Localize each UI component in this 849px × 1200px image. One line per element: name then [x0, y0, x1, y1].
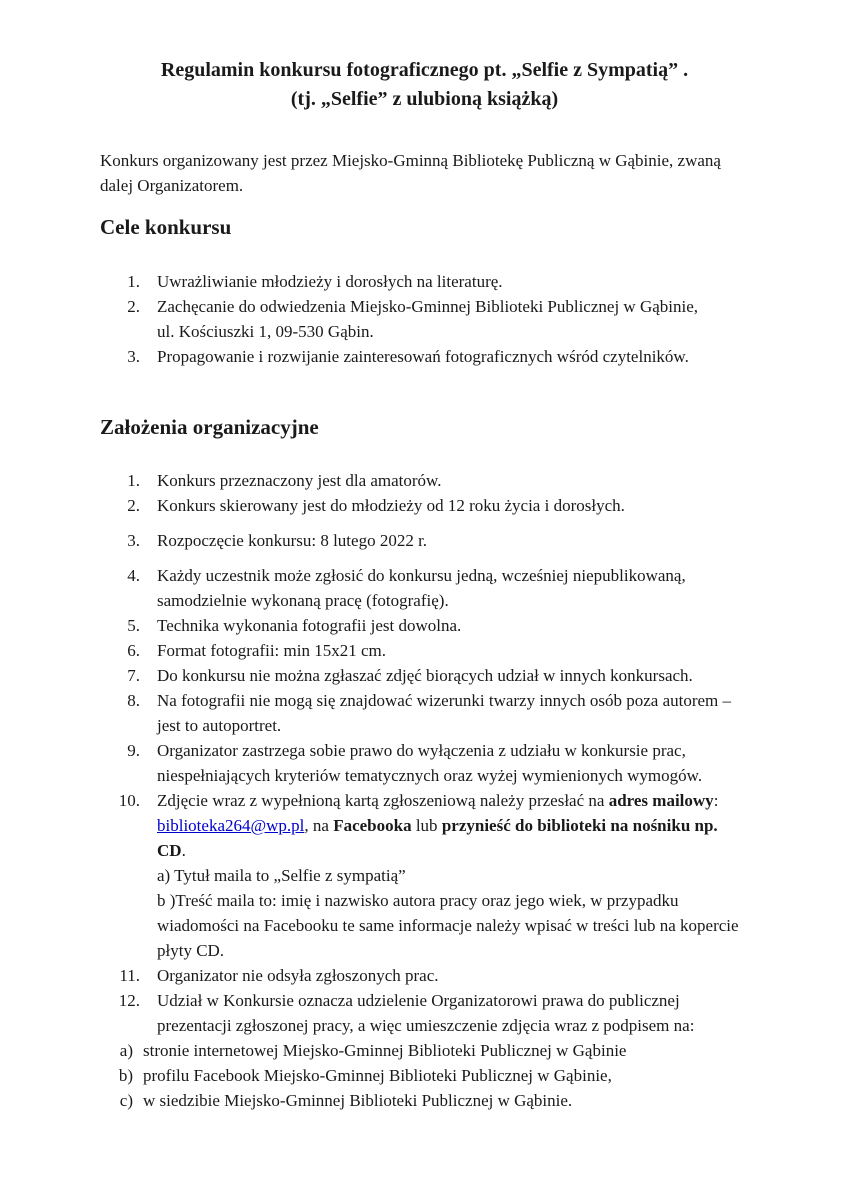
list-item-row [100, 663, 749, 688]
list-item-row [100, 294, 749, 344]
text-segment: Propagowanie i rozwijanie zainteresowań fotograficznych wśród czytelników. [157, 347, 689, 366]
text-segment: płyty CD. [157, 941, 225, 960]
intro-paragraph [100, 148, 749, 198]
list-item-marker: 7. [127, 666, 140, 685]
list-item-row [100, 988, 749, 1038]
bold-text-segment: adres mailowy [608, 791, 714, 810]
intro-line1: Konkurs organizowany jest przez Miejsko-Gminną Bibliotekę Publiczną w Gąbinie, zwaną [100, 151, 721, 170]
list-item-row [100, 638, 749, 663]
list-item-marker: 2. [127, 496, 140, 515]
text-segment: Organizator zastrzega sobie prawo do wyłączenia z udziału w konkursie prac, [157, 741, 686, 760]
list-item-marker: 11. [119, 966, 140, 985]
text-segment: Rozpoczęcie konkursu: 8 lutego 2022 r. [157, 531, 428, 550]
text-segment: . [181, 841, 186, 860]
list-item-text [143, 1038, 626, 1063]
list-item-row [100, 688, 749, 738]
list-item-row [100, 344, 749, 369]
list-item-marker: 10. [118, 791, 140, 810]
text-segment: Zdjęcie wraz z wypełnioną kartą zgłoszeniową należy przesłać na [157, 791, 609, 810]
list-item-text [157, 738, 702, 788]
text-segment: b )Treść maila to: imię i nazwisko autora pracy oraz jego wiek, w przypadku [157, 891, 679, 910]
text-segment: profilu Facebook Miejsko-Gminnej Biblioteki Publicznej w Gąbinie, [143, 1066, 612, 1085]
text-segment: stronie internetowej Miejsko-Gminnej Biblioteki Publicznej w Gąbinie [143, 1041, 627, 1060]
text-segment: Organizator nie odsyła zgłoszonych prac. [157, 966, 439, 985]
list-item-row [100, 788, 749, 963]
text-segment: samodzielnie wykonaną pracę (fotografię). [157, 591, 449, 610]
list-item-row [100, 468, 749, 493]
list-item-marker: 3. [127, 531, 140, 550]
list-item-marker: 9. [127, 741, 140, 760]
list-item-row [100, 493, 749, 518]
text-segment: Na fotografii nie mogą się znajdować wizerunki twarzy innych osób poza autorem – [157, 691, 732, 710]
bold-text-segment: przynieść do biblioteki na nośniku np. [441, 816, 718, 835]
section-organizational [100, 415, 749, 1113]
text-segment: jest to autoportret. [157, 716, 282, 735]
text-segment: Każdy uczestnik może zgłosić do konkursu jedną, wcześniej niepublikowaną, [157, 566, 686, 585]
list-item-marker: 12. [118, 991, 140, 1010]
list-item-text [157, 663, 693, 688]
section-goals [100, 215, 749, 369]
list-item-text [157, 988, 694, 1038]
text-segment: ul. Kościuszki 1, 09-530 Gąbin. [157, 322, 374, 341]
list-item-text [157, 493, 625, 518]
list-item-row [100, 563, 749, 613]
organizational-list [100, 468, 749, 1113]
text-segment: lub [411, 816, 442, 835]
text-segment: Do konkursu nie można zgłaszać zdjęć biorących udział w innych konkursach. [157, 666, 693, 685]
list-item-text [157, 344, 689, 369]
bold-text-segment: CD [157, 841, 182, 860]
goals-list [100, 269, 749, 369]
list-item-row [100, 1088, 749, 1113]
list-item-text [157, 528, 427, 553]
text-segment: Udział w Konkursie oznacza udzielenie Organizatorowi prawa do publicznej [157, 991, 680, 1010]
list-item-row [100, 613, 749, 638]
text-segment: Konkurs skierowany jest do młodzieży od 12 roku życia i dorosłych. [157, 496, 625, 515]
list-item-text [157, 563, 686, 613]
text-segment: Zachęcanie do odwiedzenia Miejsko-Gminnej Biblioteki Publicznej w Gąbinie, [157, 297, 699, 316]
list-item-row [100, 1038, 749, 1063]
text-segment: Technika wykonania fotografii jest dowolna. [157, 616, 462, 635]
section-goals-heading: Cele konkursu [100, 215, 232, 239]
list-item-row [100, 1063, 749, 1088]
list-item-marker: 1. [127, 272, 140, 291]
text-segment: Konkurs przeznaczony jest dla amatorów. [157, 471, 442, 490]
bold-text-segment: Facebooka [333, 816, 412, 835]
list-item-text [157, 294, 698, 344]
list-item-marker: 4. [127, 566, 140, 585]
text-segment: prezentacji zgłoszonej pracy, a więc umieszczenie zdjęcia wraz z podpisem na: [157, 1016, 695, 1035]
list-item-text [157, 638, 386, 663]
list-item-text [157, 963, 439, 988]
section-organizational-heading: Założenia organizacyjne [100, 415, 319, 439]
list-item-text [157, 788, 739, 963]
list-item-marker: 1. [127, 471, 140, 490]
list-item-row [100, 269, 749, 294]
list-item-marker: 2. [127, 297, 140, 316]
email-link[interactable]: biblioteka264@wp.pl [157, 816, 305, 835]
text-segment: , na [304, 816, 334, 835]
list-item-row [100, 738, 749, 788]
text-segment: Format fotografii: min 15x21 cm. [157, 641, 386, 660]
intro-line2: dalej Organizatorem. [100, 176, 244, 195]
list-item-text [157, 688, 731, 738]
list-item-text [157, 269, 503, 294]
list-item-marker: c) [119, 1091, 133, 1110]
list-item-text [157, 613, 461, 638]
list-item-marker: a) [119, 1041, 133, 1060]
document-title [100, 56, 749, 114]
list-item-marker: 6. [127, 641, 140, 660]
list-item-marker: 8. [127, 691, 140, 710]
text-segment: a) Tytuł maila to „Selfie z sympatią” [157, 866, 406, 885]
list-item-row [100, 963, 749, 988]
text-segment: niespełniających kryteriów tematycznych oraz wyżej wymienionych wymogów. [157, 766, 703, 785]
list-item-text [143, 1063, 612, 1088]
document-title-line2: (tj. „Selfie” z ulubioną książką) [290, 88, 559, 110]
list-item-text [143, 1088, 572, 1113]
list-item-marker: 5. [127, 616, 140, 635]
text-segment: : [713, 791, 719, 810]
list-item-row [100, 528, 749, 553]
text-segment: Uwrażliwianie młodzieży i dorosłych na literaturę. [157, 272, 503, 291]
document-title-line1: Regulamin konkursu fotograficznego pt. „Selfie z Sympatią” . [160, 59, 689, 81]
list-item-text [157, 468, 441, 493]
list-item-marker: b) [118, 1066, 133, 1085]
text-segment: w siedzibie Miejsko-Gminnej Biblioteki Publicznej w Gąbinie. [143, 1091, 573, 1110]
list-item-marker: 3. [127, 347, 140, 366]
text-segment: wiadomości na Facebooku te same informacje należy wpisać w treści lub na kopercie [157, 916, 739, 935]
